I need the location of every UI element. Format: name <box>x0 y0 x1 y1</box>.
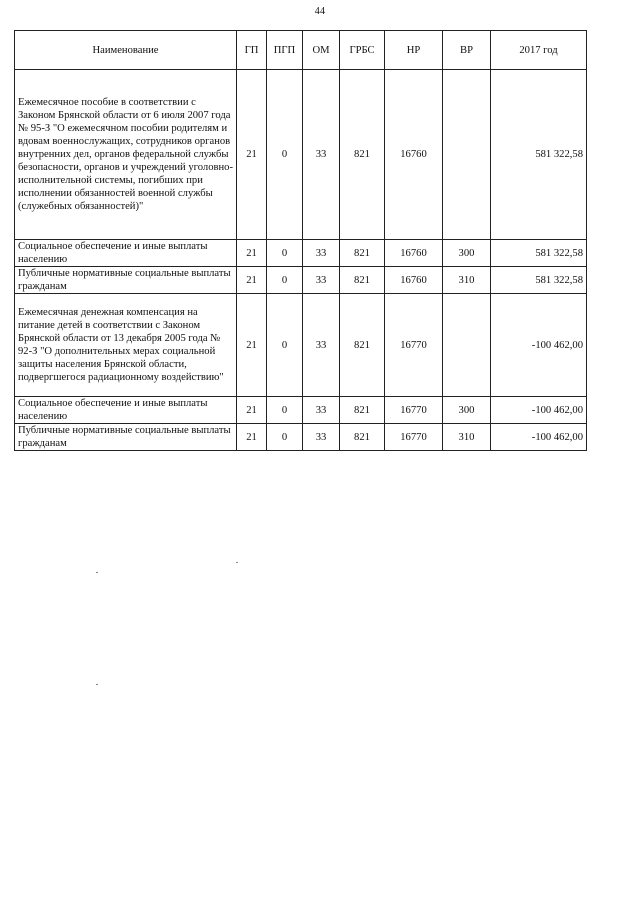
row-nr: 16760 <box>385 267 443 294</box>
row-om: 33 <box>303 267 340 294</box>
header-om: ОМ <box>303 31 340 70</box>
row-nr: 16760 <box>385 240 443 267</box>
row-vr: 310 <box>443 267 491 294</box>
row-vr: 300 <box>443 397 491 424</box>
row-amount: -100 462,00 <box>491 397 587 424</box>
row-gp: 21 <box>237 294 267 397</box>
row-vr: 300 <box>443 240 491 267</box>
row-name: Социальное обеспечение и иные выплаты населению <box>15 240 237 267</box>
row-amount: 581 322,58 <box>491 70 587 240</box>
header-pgp: ПГП <box>267 31 303 70</box>
row-vr <box>443 70 491 240</box>
budget-table <box>14 30 587 451</box>
row-name: Публичные нормативные социальные выплаты гражданам <box>15 267 237 294</box>
row-grbs: 821 <box>340 70 385 240</box>
scan-speck <box>236 562 238 563</box>
table-row <box>15 294 587 397</box>
row-vr <box>443 294 491 397</box>
row-om: 33 <box>303 70 340 240</box>
row-amount: 581 322,58 <box>491 240 587 267</box>
header-year: 2017 год <box>491 31 587 70</box>
row-nr: 16770 <box>385 397 443 424</box>
row-name: Социальное обеспечение и иные выплаты населению <box>15 397 237 424</box>
row-vr: 310 <box>443 424 491 451</box>
scan-speck <box>96 684 98 685</box>
row-gp: 21 <box>237 267 267 294</box>
header-row <box>15 31 587 70</box>
table-row <box>15 267 587 294</box>
header-gp: ГП <box>237 31 267 70</box>
row-amount: -100 462,00 <box>491 294 587 397</box>
row-gp: 21 <box>237 240 267 267</box>
row-grbs: 821 <box>340 294 385 397</box>
row-amount: 581 322,58 <box>491 267 587 294</box>
header-vr: ВР <box>443 31 491 70</box>
row-name: Публичные нормативные социальные выплаты гражданам <box>15 424 237 451</box>
page-number: 44 <box>314 6 326 17</box>
row-grbs: 821 <box>340 240 385 267</box>
row-gp: 21 <box>237 424 267 451</box>
row-amount: -100 462,00 <box>491 424 587 451</box>
row-pgp: 0 <box>267 397 303 424</box>
row-gp: 21 <box>237 70 267 240</box>
table-row <box>15 397 587 424</box>
table-row <box>15 70 587 240</box>
row-nr: 16760 <box>385 70 443 240</box>
row-om: 33 <box>303 294 340 397</box>
row-name: Ежемесячная денежная компенсация на питание детей в соответствии с Законом Брянской области от 13 декабря 2005 года № 92-З "О дополнительных мерах социальной защиты населения Брянской области, подвергшегося радиационному воздействию" <box>15 294 237 397</box>
row-grbs: 821 <box>340 267 385 294</box>
row-grbs: 821 <box>340 424 385 451</box>
row-nr: 16770 <box>385 294 443 397</box>
row-pgp: 0 <box>267 240 303 267</box>
scan-speck <box>96 572 98 573</box>
row-om: 33 <box>303 397 340 424</box>
row-pgp: 0 <box>267 70 303 240</box>
row-om: 33 <box>303 240 340 267</box>
table-row <box>15 240 587 267</box>
row-gp: 21 <box>237 397 267 424</box>
row-pgp: 0 <box>267 424 303 451</box>
row-nr: 16770 <box>385 424 443 451</box>
header-name: Наименование <box>15 31 237 70</box>
row-name: Ежемесячное пособие в соответствии с Законом Брянской области от 6 июля 2007 года № 95-З "О ежемесячном пособии родителям и вдовам военнослужащих, сотрудников органов внутренних дел, органов федеральной службы безопасности, органов и учреждений уголовно-исполнительной системы, погибших при исполнении обязанностей военной службы (служебных обязанностей)" <box>15 70 237 240</box>
row-pgp: 0 <box>267 294 303 397</box>
header-grbs: ГРБС <box>340 31 385 70</box>
row-om: 33 <box>303 424 340 451</box>
table-row <box>15 424 587 451</box>
header-nr: НР <box>385 31 443 70</box>
row-grbs: 821 <box>340 397 385 424</box>
row-pgp: 0 <box>267 267 303 294</box>
